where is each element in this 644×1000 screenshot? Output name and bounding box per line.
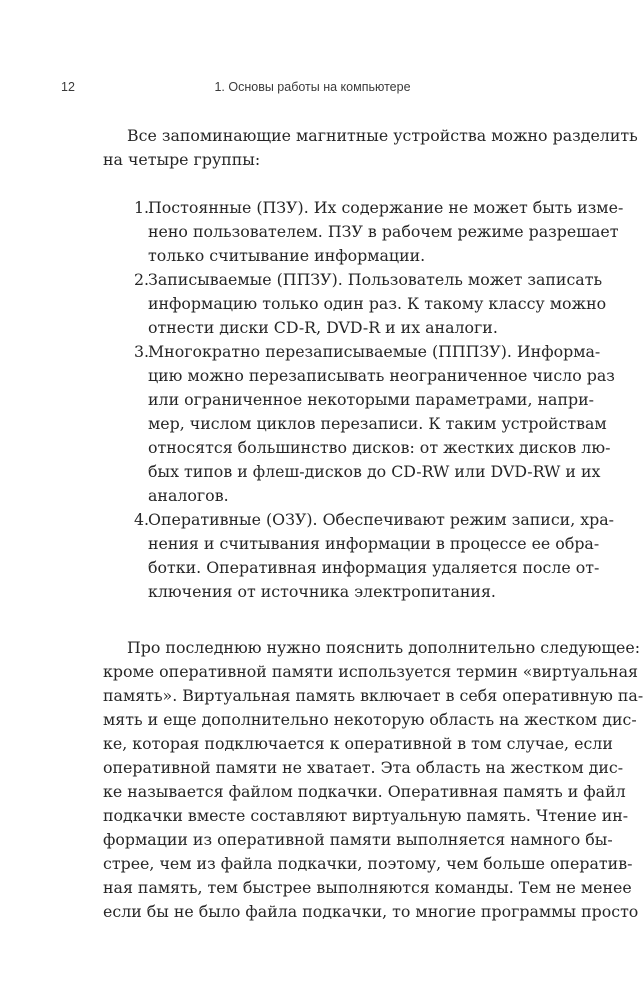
numbered-list	[103, 196, 624, 604]
text-line: отнести диски CD-R, DVD-R и их аналоги.	[148, 318, 498, 337]
text-line: подкачки вместе составляют виртуальную память. Чтение ин-	[103, 806, 629, 825]
text-line: или ограниченное некоторыми параметрами, напри-	[148, 390, 594, 409]
text-line: нено пользователем. ПЗУ в рабочем режиме разрешает	[148, 222, 619, 241]
text-line: Про последнюю нужно пояснить дополнительно следующее:	[127, 638, 641, 657]
text-line: Оперативные (ОЗУ). Обеспечивают режим записи, хра-	[148, 510, 615, 529]
text-line: мер, числом циклов перезаписи. К таким устройствам	[148, 414, 607, 433]
text-line: формации из оперативной памяти выполняется намного бы-	[103, 830, 613, 849]
text-line: цию можно перезаписывать неограниченное число раз	[148, 366, 615, 385]
text-line: кроме оперативной памяти используется термин «виртуальная	[103, 662, 638, 681]
list-item-number: 1.	[134, 198, 150, 217]
text-line: бых типов и флеш-дисков до CD-RW или DVD-RW и их	[148, 462, 601, 481]
text-line: относятся большинство дисков: от жестких дисков лю-	[148, 438, 611, 457]
page-body	[103, 124, 644, 924]
text-line: Постоянные (ПЗУ). Их содержание не может быть изме-	[148, 198, 624, 217]
list-item-number: 3.	[134, 342, 150, 361]
text-line: мять и еще дополнительно некоторую область на жестком дис-	[103, 710, 637, 729]
text-line: на четыре группы:	[103, 150, 261, 169]
text-line: только считывание информации.	[148, 246, 426, 265]
page-number: 12	[61, 80, 75, 94]
list-item	[103, 508, 615, 604]
text-line: ке, которая подключается к оперативной в том случае, если	[103, 734, 613, 753]
text-line: ключения от источника электропитания.	[148, 582, 496, 601]
text-line: стрее, чем из файла подкачки, поэтому, чем больше оператив-	[103, 854, 633, 873]
text-line: Записываемые (ППЗУ). Пользователь может записать	[148, 270, 603, 289]
text-line: если бы не было файла подкачки, то многие программы просто	[103, 902, 639, 921]
text-line: оперативной памяти не хватает. Эта область на жестком дис-	[103, 758, 624, 777]
text-line: Многократно перезаписываемые (ПППЗУ). Информа-	[148, 342, 601, 361]
main-paragraph	[103, 636, 644, 924]
text-line: нения и считывания информации в процессе ее обра-	[148, 534, 600, 553]
list-item-number: 4.	[134, 510, 150, 529]
text-line: Все запоминающие магнитные устройства можно разделить	[127, 126, 638, 145]
running-head: 1. Основы работы на компьютере	[214, 80, 411, 94]
list-item	[103, 196, 624, 268]
list-item	[103, 268, 607, 340]
text-line: память». Виртуальная память включает в себя оперативную па-	[103, 686, 644, 705]
page-header	[61, 80, 564, 98]
text-line: ке называется файлом подкачки. Оперативная память и файл	[103, 782, 626, 801]
text-line: ботки. Оперативная информация удаляется после от-	[148, 558, 600, 577]
intro-paragraph	[103, 124, 638, 172]
text-line: ная память, тем быстрее выполняются команды. Тем не менее	[103, 878, 632, 897]
text-line: аналогов.	[148, 486, 229, 505]
text-line: информацию только один раз. К такому классу можно	[148, 294, 607, 313]
list-item	[103, 340, 615, 508]
list-item-number: 2.	[134, 270, 150, 289]
